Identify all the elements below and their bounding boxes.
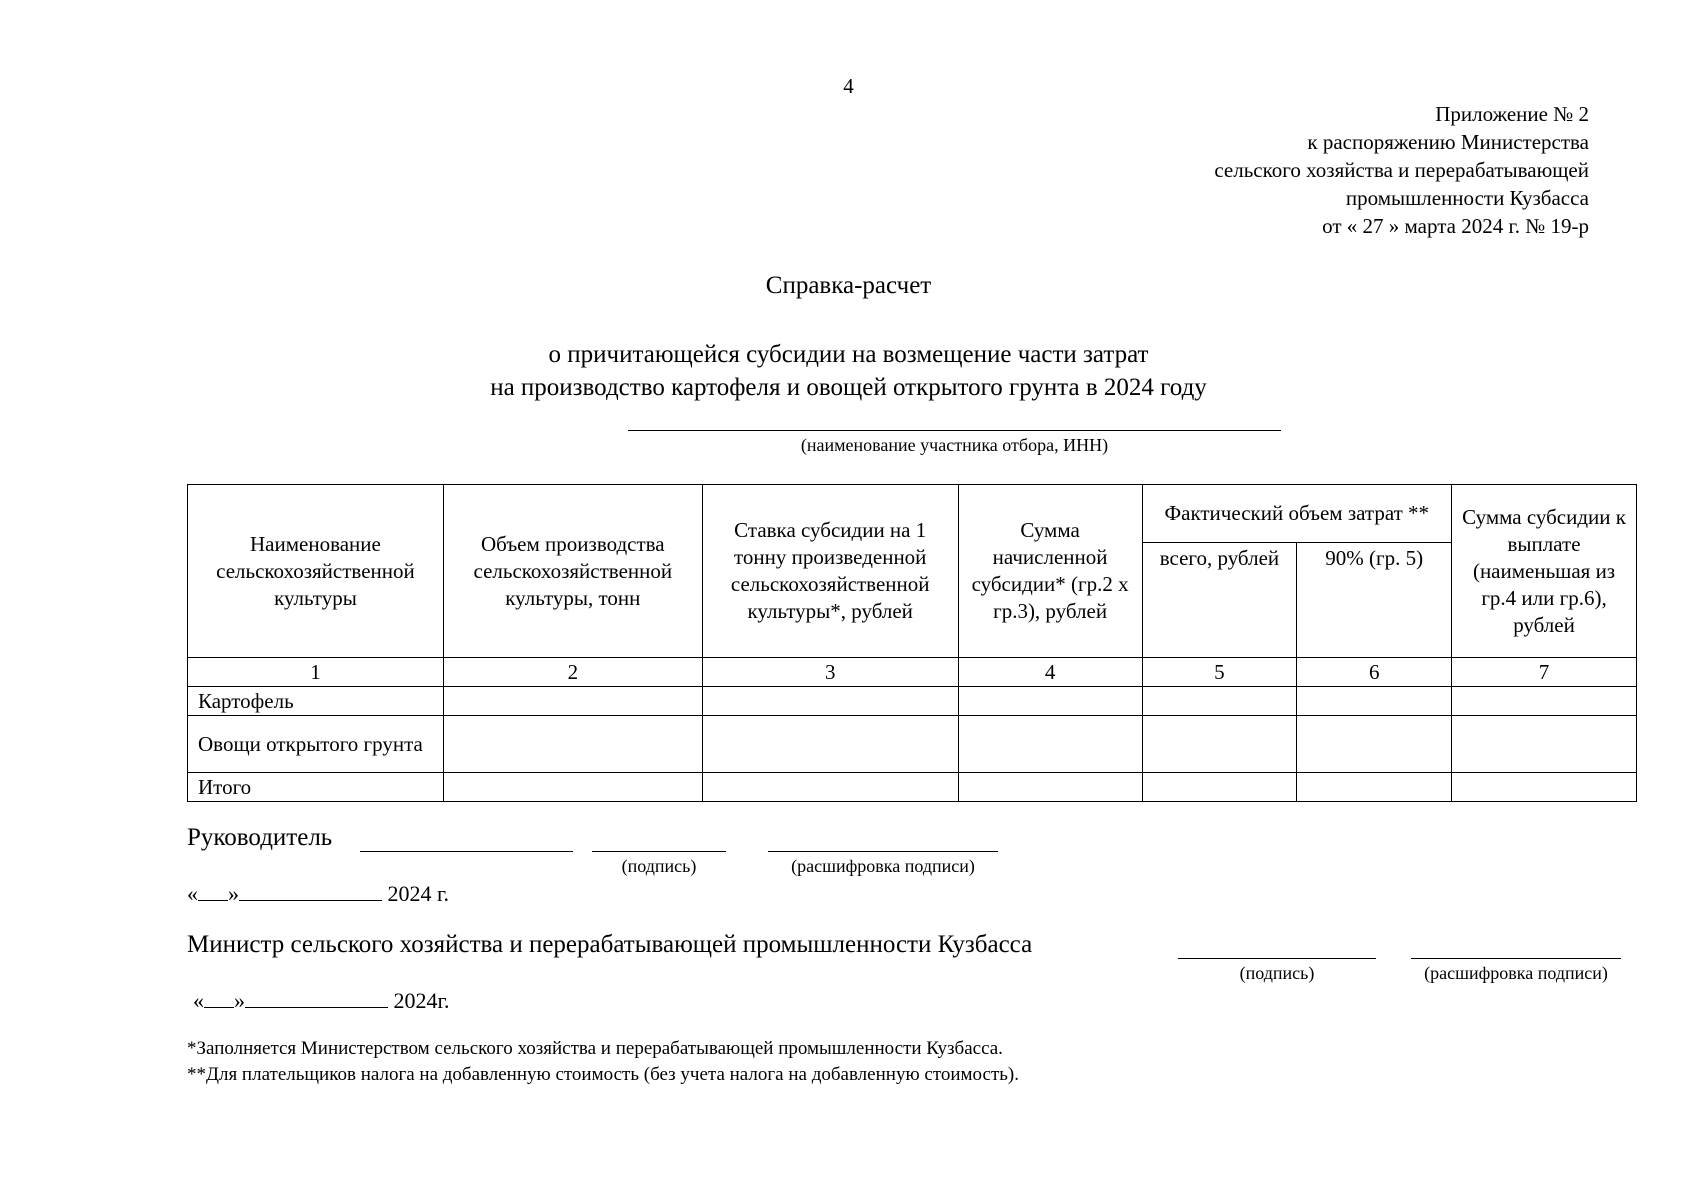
head-decoding-line[interactable] [768,851,998,852]
date-year: 2024 г. [387,881,450,906]
table-cell[interactable] [443,687,702,716]
row-name: Овощи открытого грунта [188,716,444,773]
header-subsidy-rate: Ставка субсидии на 1 тонну произведенной сельскохозяйственной культуры*, рублей [702,485,958,658]
minister-decoding-caption: (расшифровка подписи) [1424,963,1608,983]
minister-label: Министр сельского хозяйства и перерабатывающей промышленности Кузбасса [187,931,1033,958]
document-subtitle [0,338,1697,404]
table-row [188,773,1637,802]
header-subsidy-payable: Сумма субсидии к выплате (наименьшая из гр.4 или гр.6), рублей [1452,485,1637,658]
date-quote-open: « [193,988,204,1013]
header-costs-90: 90% (гр. 5) [1297,543,1452,658]
column-numbers-row [188,658,1637,687]
date-quote-close: » [234,988,245,1013]
date-quote-close: » [228,881,239,906]
date-quote-open: « [187,881,198,906]
column-number: 4 [958,658,1142,687]
column-number: 2 [443,658,702,687]
column-number: 3 [702,658,958,687]
table-cell[interactable] [443,716,702,773]
appendix-line: от « 27 » марта 2024 г. № 19-р [1322,214,1589,238]
table-cell[interactable] [702,773,958,802]
header-accrued-subsidy: Сумма начисленной субсидии* (гр.2 х гр.3), рублей [958,485,1142,658]
row-name: Картофель [188,687,444,716]
table-cell[interactable] [702,687,958,716]
month-blank[interactable] [245,985,388,1008]
subtitle-line-1: о причитающейся субсидии на возмещение части затрат [548,341,1149,368]
table-cell[interactable] [1142,716,1297,773]
table-cell[interactable] [958,687,1142,716]
head-signature-caption: (подпись) [621,856,697,876]
head-label: Руководитель [187,824,333,851]
minister-signature-line[interactable] [1178,958,1376,959]
minister-decoding-line[interactable] [1411,958,1621,959]
head-signature-line[interactable] [592,851,726,852]
table-row [188,716,1637,773]
minister-date[interactable] [193,985,450,1014]
table-row [188,687,1637,716]
date-year: 2024г. [393,988,450,1013]
day-blank[interactable] [198,878,228,901]
month-blank[interactable] [239,878,382,901]
column-number: 5 [1142,658,1297,687]
document-title: Справка-расчет [765,272,932,299]
participant-name-line[interactable] [628,430,1281,431]
table-cell[interactable] [1452,687,1637,716]
header-actual-costs: Фактический объем затрат ** [1142,485,1452,543]
table-cell[interactable] [1452,716,1637,773]
footnote-2: **Для плательщиков налога на добавленную стоимость (без учета налога на добавленную стоимость). [187,1064,1020,1085]
subtitle-line-2: на производство картофеля и овощей открытого грунта в 2024 году [490,374,1207,401]
column-number: 6 [1297,658,1452,687]
head-decoding-caption: (расшифровка подписи) [791,856,975,876]
appendix-line: промышленности Кузбасса [1345,186,1589,210]
appendix-line: сельского хозяйства и перерабатывающей [1214,158,1589,182]
column-number: 1 [188,658,444,687]
header-production-volume: Объем производства сельскохозяйственной культуры, тонн [443,485,702,658]
table-cell[interactable] [1142,687,1297,716]
table-cell[interactable] [1142,773,1297,802]
table-cell[interactable] [1452,773,1637,802]
day-blank[interactable] [204,985,234,1008]
table-cell[interactable] [443,773,702,802]
head-date[interactable] [187,878,449,907]
appendix-line: Приложение № 2 [1435,102,1589,126]
table-cell[interactable] [958,716,1142,773]
table-cell[interactable] [1297,773,1452,802]
row-name: Итого [188,773,444,802]
footnote-1: *Заполняется Министерством сельского хозяйства и перерабатывающей промышленности Кузбасса. [187,1038,1003,1059]
table-cell[interactable] [702,716,958,773]
table-cell[interactable] [958,773,1142,802]
header-costs-total: всего, рублей [1142,543,1297,658]
minister-signature-caption: (подпись) [1239,963,1315,983]
table-cell[interactable] [1297,716,1452,773]
appendix-line: к распоряжению Министерства [1307,130,1589,154]
column-number: 7 [1452,658,1637,687]
subsidy-table [187,484,1637,802]
appendix-header [1214,100,1589,240]
participant-caption: (наименование участника отбора, ИНН) [800,435,1109,455]
head-underline[interactable] [360,851,573,852]
page-number: 4 [843,74,854,98]
header-crop-name: Наименование сельскохозяйственной культуры [188,485,444,658]
table-cell[interactable] [1297,687,1452,716]
